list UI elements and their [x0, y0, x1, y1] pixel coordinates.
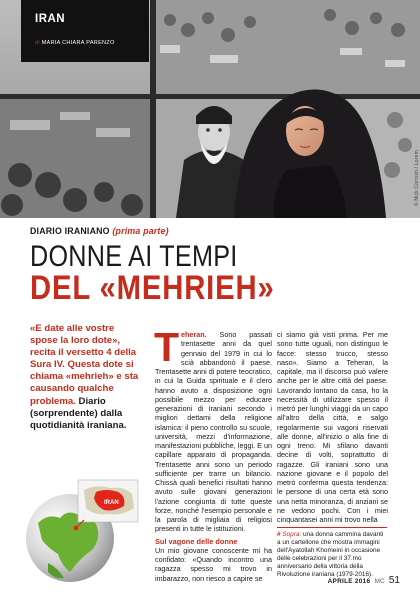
- headline-line-1: DONNE AI TEMPI: [30, 240, 238, 273]
- caption-text: una donna cammina davanti a un cartellone che mostra immagini dell'Ayatollah Khomeini in occasione delle celebrazioni per il 37.mo anniversario della vittoria della Rivoluzione iraniana (1979-2016).: [277, 531, 384, 578]
- dateline: eheran.: [181, 330, 207, 339]
- caption-mark: #: [277, 531, 281, 538]
- globe-map: [18, 468, 148, 588]
- section-label: IRAN: [35, 13, 66, 25]
- photo-caption: [277, 531, 388, 579]
- article-column-2: [277, 330, 388, 524]
- byline: [35, 40, 115, 46]
- byline-prefix: di: [35, 40, 40, 46]
- standfirst-tagline: Diario (sorprendente) dalla quotidianità iraniana.: [30, 395, 127, 431]
- subheading: Sul vagone delle donne: [155, 536, 238, 546]
- page-number: 51: [388, 575, 400, 586]
- article-text-2: ci siamo già visti prima. Per me sono tutte uguali, non distinguo le facce: stesso trucco, stesso naso». Siamo a Teheran, la capitale, ma il discorso può valere anche per le altre città del paese. Lavorando lontano da casa, ho la necessità di utilizzare spesso il metrò per lunghi viaggi da un capo all'altro della città, e salgo regolarmente sui vagoni riservati alle donne, all'inizio o alla fine di ogni treno. Mi sfilano davanti decine di volti, soprattutto di ragazze. Gli iraniani sono una nazione giovane e il popolo del metrò conferma questa tendenza: le persone di una certa età sono una netta minoranza, di anziani se ne vedono pochi. Con i miei cinquantasei anni mi trovo nella: [277, 330, 388, 524]
- kicker-part: (prima parte): [112, 226, 169, 236]
- section-label-box: [21, 0, 149, 62]
- standfirst-quote: «E date alle vostre spose la loro dote», recita il versetto 4 della Sura IV. Questa dote si chiama «mehrieh» e sta causando qualche problema.: [30, 323, 139, 407]
- article-text-1: Sono passati trentasette anni da quel gennaio del 1979 in cui lo scià abbandonò il paese. Trentasette anni di potere teocratico, in cui la Guida spirituale e il clero hanno avuto a disposizione ogni possibile mezzo per educare generazioni di iraniani secondo i migliori dettami della religione islamica: il pieno controllo su scuole, università, mezzi d'informazione, manifestazioni pubbliche, leggi. E un capillare apparato di propaganda. Trentasette anni sono un periodo sufficiente per trarre un bilancio. Chissà quali benefici risultati hanno avuto sulle giovani generazioni l'azione congiunta di tutte queste forze, nonché l'esempio personale e la parola di migliaia di religiosi presenti in tutte le istituzioni.: [155, 330, 272, 534]
- kicker: [30, 226, 169, 236]
- caption-lead: Sopra:: [282, 531, 302, 538]
- globe-illustration: [18, 468, 148, 588]
- headline-line-2: DEL «MEHRIEH»: [30, 269, 275, 307]
- article-text-1b: Un mio giovane conoscente mi ha confidato: «Quando incontro una ragazza spesso mi trovo in imbarazzo, non riesco a capire se: [155, 545, 272, 583]
- photo-credit: © Nick Cornish / Lorem: [414, 150, 420, 207]
- standfirst: [30, 323, 142, 432]
- page-footer: [328, 575, 400, 586]
- kicker-series: DIARIO IRANIANO: [30, 226, 110, 236]
- drop-cap: T: [154, 324, 180, 370]
- map-country-label: IRAN: [104, 500, 119, 506]
- magazine-name: MC: [374, 578, 385, 585]
- caption-rule: [277, 527, 387, 528]
- issue-date: APRILE 2016: [327, 578, 371, 585]
- article-column-1: [154, 324, 272, 583]
- byline-author: MARIA CHIARA PARENZO: [41, 40, 115, 46]
